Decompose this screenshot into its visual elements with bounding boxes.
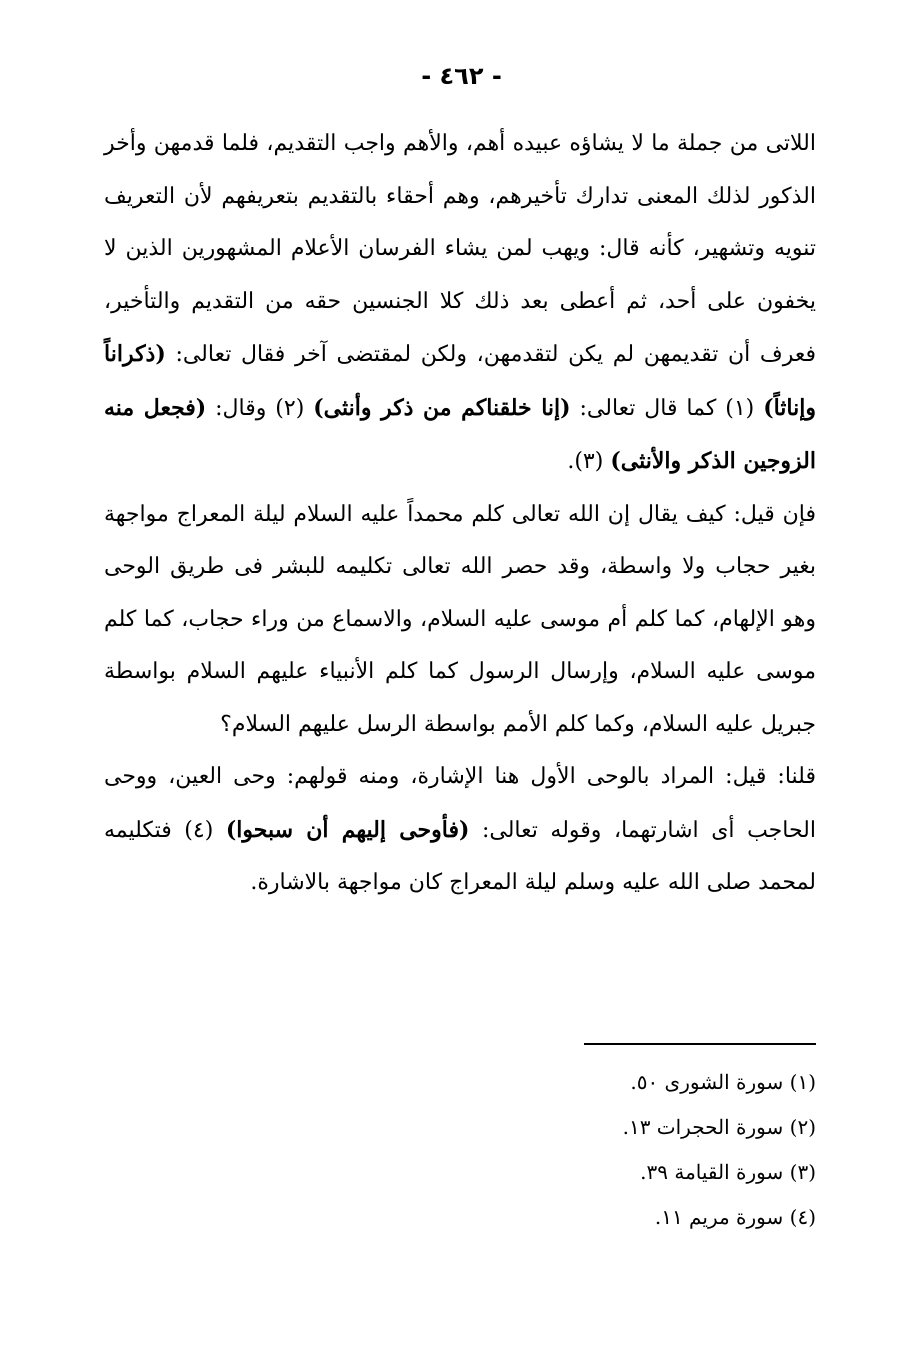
paragraph-3: [104, 751, 816, 910]
page-number: - ٤٦٢ -: [421, 62, 502, 90]
body-text: [104, 118, 816, 910]
footnote-divider: [584, 1043, 816, 1045]
paragraph-3-text-1: قلنا: قيل: المراد بالوحى الأول هنا الإشارة، ومنه قولهم: وحى العين، ووحى الحاجب أى اشارتهما، وقوله تعالى:: [104, 764, 816, 843]
footnotes-list: [440, 1060, 816, 1240]
quran-quote-1: (ذكراناً وإناثاً): [104, 341, 816, 421]
paragraph-2: [104, 489, 816, 752]
footnote-item: (١) سورة الشورى ٥٠.: [630, 1070, 816, 1094]
paragraph-1: [104, 118, 816, 489]
footnote-item: (٣) سورة القيامة ٣٩.: [640, 1160, 816, 1184]
paragraph-3-text-2: (٤) فتكليمه لمحمد صلى الله عليه وسلم ليلة المعراج كان مواجهة بالاشارة.: [104, 817, 816, 895]
paragraph-1-text-3: (٢) وقال:: [215, 395, 305, 421]
quran-quote-3: (فجعل منه الزوجين الذكر والأنثى): [104, 394, 816, 474]
paragraph-1-text-1: اللاتى من جملة ما لا يشاؤه عبيده أهم، والأهم واجب التقديم، فلما قدمهن وأخر الذكور لذلك المعنى تدارك تأخيرهم، وهم أحقاء بالتقديم بتعريفهم لأن التعريف تنويه وتشهير، كأنه قال: ويهب لمن يشاء الفرسان الأعلام المشهورين الذين لا يخفون على أحد، ثم أعطى بعد ذلك كلا الجنسين حقه من التقديم والتأخير، فعرف أن تقديمهن لم يكن لتقدمهن، ولكن لمقتضى آخر فقال تعالى:: [104, 131, 816, 367]
footnote-item: (٤) سورة مريم ١١.: [654, 1205, 816, 1229]
footnote-item: (٢) سورة الحجرات ١٣.: [622, 1115, 816, 1139]
paragraph-1-text-2: (١) كما قال تعالى:: [579, 395, 755, 421]
quran-quote-2: (إنا خلقناكم من ذكر وأنثى): [313, 394, 571, 421]
quran-quote-4: (فأوحى إليهم أن سبحوا): [225, 816, 470, 843]
paragraph-2-text: فإن قيل: كيف يقال إن الله تعالى كلم محمداً عليه السلام ليلة المعراج مواجهة بغير حجاب ولا واسطة، وقد حصر الله تعالى تكليمه للبشر فى طريق الوحى وهو الإلهام، كما كلم أم موسى عليه السلام، والاسماع من وراء حجاب، كما كلم موسى عليه السلام، وإرسال الرسول كما كلم الأنبياء عليهم السلام بواسطة جبريل عليه السلام، وكما كلم الأمم بواسطة الرسل عليهم السلام؟: [104, 501, 816, 737]
paragraph-1-text-4: (٣).: [567, 449, 604, 474]
